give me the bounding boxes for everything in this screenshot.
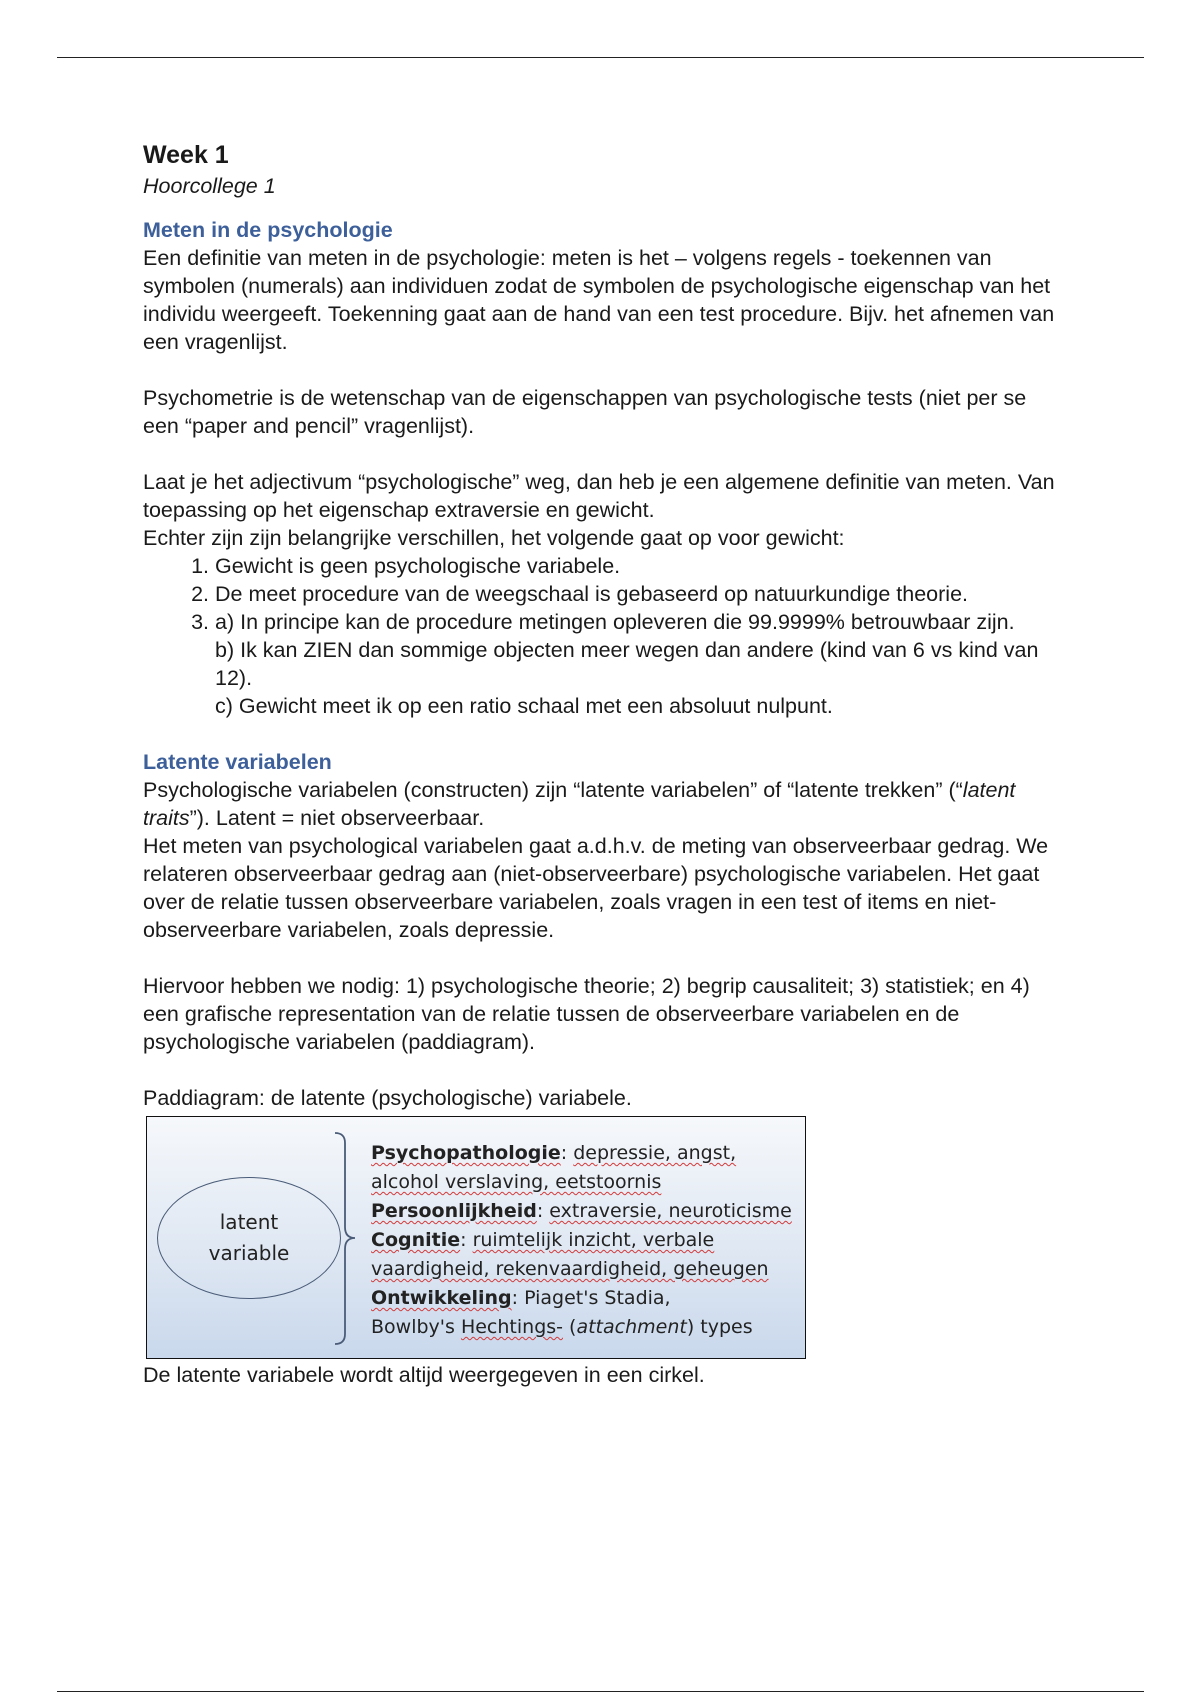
latent-variable-ellipse: latent variable bbox=[157, 1177, 341, 1299]
list-item: 2. De meet procedure van de weegschaal is gebaseerd op natuurkundige theorie. bbox=[215, 580, 1063, 608]
construct-psychopathologie: Psychopathologie: depressie, angst, alcohol verslaving, eetstoornis bbox=[371, 1142, 737, 1193]
section-title-meten: Meten in de psychologie bbox=[143, 218, 393, 242]
week-title: Week 1 bbox=[143, 141, 229, 169]
path-diagram bbox=[146, 1116, 806, 1359]
verschillen-list bbox=[143, 552, 1063, 720]
paragraph-adjectivum: Laat je het adjectivum “psychologische” weg, dan heb je een algemene definitie van meten. Van toepassing op het eigenschap extraversie en gewicht. bbox=[143, 470, 1055, 522]
construct-bowlby: Bowlby's Hechtings- (attachment) types bbox=[371, 1316, 753, 1338]
paragraph-psychometrie: Psychometrie is de wetenschap van de eigenschappen van psychologische tests (niet per se een “paper and pencil” vragenlijst). bbox=[143, 386, 1027, 438]
document-body bbox=[143, 138, 1063, 1389]
paragraph-verschillen: Echter zijn zijn belangrijke verschillen, het volgende gaat op voor gewicht: bbox=[143, 526, 845, 550]
construct-cognitie: Cognitie: ruimtelijk inzicht, verbale vaardigheid, rekenvaardigheid, geheugen bbox=[371, 1229, 769, 1280]
footer-rule bbox=[57, 1691, 1144, 1692]
paragraph-latente-trekken: Psychologische variabelen (constructen) zijn “latente variabelen” of “latente trekken” (“latent traits”). Latent = niet observeerbaar. bbox=[143, 778, 1016, 830]
section-title-latente: Latente variabelen bbox=[143, 750, 332, 774]
paragraph-definitie: Een definitie van meten in de psychologie: meten is het – volgens regels - toekennen van symbolen (numerals) aan individuen zodat de symbolen de psychologische eigenschap van het individu weergeeft. Toekenning gaat aan de hand van een test procedure. Bijv. het afnemen van een vragenlijst. bbox=[143, 246, 1055, 354]
construct-list bbox=[371, 1139, 801, 1342]
list-subitem-a: 3. a) In principe kan de procedure metingen opleveren die 99.9999% betrouwbaar zijn. bbox=[215, 610, 1015, 634]
diagram-caption: De latente variabele wordt altijd weergegeven in een cirkel. bbox=[143, 1363, 705, 1387]
list-item bbox=[215, 608, 1063, 720]
list-subitem-c: c) Gewicht meet ik op een ratio schaal met een absoluut nulpunt. bbox=[215, 694, 833, 718]
construct-ontwikkeling: Ontwikkeling: Piaget's Stadia, bbox=[371, 1287, 671, 1309]
list-item: 1. Gewicht is geen psychologische variabele. bbox=[215, 552, 1063, 580]
paragraph-paddiagram: Paddiagram: de latente (psychologische) variabele. bbox=[143, 1086, 632, 1110]
list-subitem-b: b) Ik kan ZIEN dan sommige objecten meer wegen dan andere (kind van 6 vs kind van 12). bbox=[215, 638, 1039, 690]
paragraph-meten-gedrag: Het meten van psychological variabelen gaat a.d.h.v. de meting van observeerbaar gedrag. We relateren observeerbaar gedrag aan (niet-observeerbare) psychologische variabelen. Het gaat over de relatie tussen observeerbare variabelen, zoals vragen in een test of items en niet-observeerbare variabelen, zoals depressie. bbox=[143, 834, 1049, 942]
paragraph-hiervoor: Hiervoor hebben we nodig: 1) psychologische theorie; 2) begrip causaliteit; 3) statistiek; en 4) een grafische representation van de relatie tussen de observeerbare variabelen en de psychologische variabelen (paddiagram). bbox=[143, 974, 1030, 1054]
construct-persoonlijkheid: Persoonlijkheid: extraversie, neuroticisme bbox=[371, 1200, 792, 1222]
curly-brace-icon bbox=[331, 1131, 361, 1346]
lecture-subtitle: Hoorcollege 1 bbox=[143, 174, 276, 198]
header-rule bbox=[57, 57, 1144, 58]
